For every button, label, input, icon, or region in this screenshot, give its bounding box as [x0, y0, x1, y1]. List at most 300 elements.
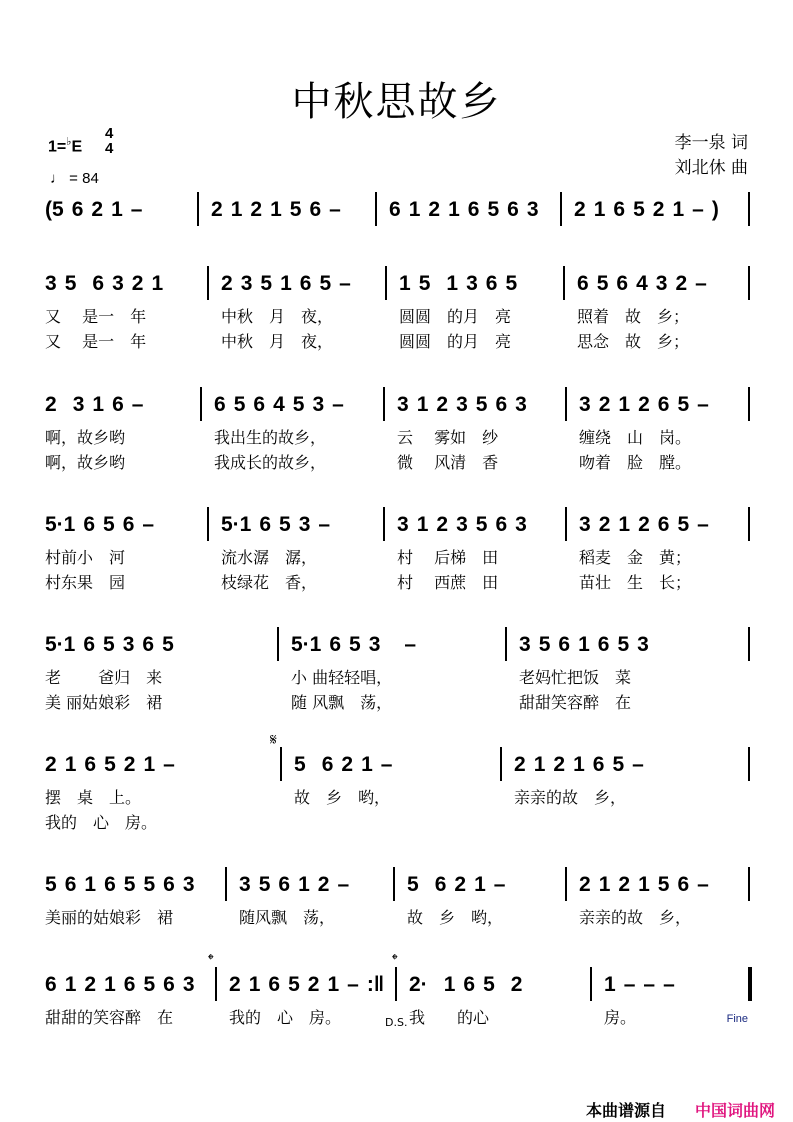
note: – — [163, 753, 175, 776]
note: 5 — [596, 272, 609, 295]
note: 3 — [579, 513, 591, 536]
note: 6 — [142, 633, 155, 656]
measure — [45, 393, 144, 472]
note: 2 — [510, 973, 523, 996]
note: 2 — [454, 873, 467, 896]
measure-notes — [294, 753, 392, 777]
measure-notes — [514, 753, 644, 777]
lyric-line-1: 又 是一 年 — [45, 307, 147, 326]
note: 6 — [592, 753, 605, 776]
note: 6 — [677, 873, 690, 896]
note: 1 — [598, 873, 611, 896]
note: 1 — [672, 198, 685, 221]
barline — [565, 387, 567, 421]
barline — [500, 747, 502, 781]
note: – — [332, 393, 344, 416]
measure-notes — [397, 393, 527, 417]
measure-notes — [397, 513, 527, 537]
note: 1 — [143, 753, 156, 776]
note: 3 — [466, 272, 478, 295]
time-top: 4 — [105, 125, 114, 142]
note: 1 — [474, 873, 486, 896]
time-bottom: 4 — [105, 140, 114, 157]
note: 3 — [397, 393, 409, 416]
note: 3 — [182, 873, 195, 896]
measure — [45, 633, 174, 712]
lyric-line-2: 苗壮 生 长； — [579, 573, 692, 592]
note: 2 — [221, 272, 233, 295]
measure — [45, 513, 155, 592]
note: 2 — [652, 198, 665, 221]
barline — [748, 266, 750, 300]
barline — [748, 507, 750, 541]
note: 2 — [123, 753, 136, 776]
tempo-marking — [50, 170, 99, 187]
note: 5 — [407, 873, 419, 896]
note: 5 — [617, 633, 630, 656]
note: 5 — [103, 633, 115, 656]
note: 2 — [638, 513, 650, 536]
note: – — [692, 198, 704, 221]
note: 2 — [553, 753, 566, 776]
note: – — [130, 198, 143, 221]
measure-notes — [45, 393, 143, 417]
measure — [407, 873, 506, 927]
lyric-line-2: 我成长的故乡， — [214, 453, 327, 472]
note: 6 — [163, 973, 175, 996]
note: 6 — [613, 198, 626, 221]
note: 2 — [341, 753, 354, 776]
note: 1 — [361, 753, 373, 776]
lyric-line-1: 缠绕 山 岗。 — [579, 428, 692, 447]
measure — [579, 873, 709, 927]
lyric-line-1: 啊，故乡哟 — [45, 428, 126, 447]
measure — [45, 873, 195, 927]
quarter-note-icon: ♩ — [50, 170, 65, 187]
note: 3 — [456, 393, 468, 416]
note: 6 — [163, 873, 175, 896]
note: 3 — [655, 272, 668, 295]
barline — [200, 387, 202, 421]
lyric-line-1: 稻麦 金 黄； — [579, 548, 692, 567]
note: 6 — [299, 272, 312, 295]
measure — [399, 272, 518, 351]
note: 1 — [270, 198, 282, 221]
note: 4 — [636, 272, 648, 295]
note: 6 — [64, 873, 77, 896]
note: 1 — [64, 753, 77, 776]
note: 5 — [612, 753, 625, 776]
barline — [748, 867, 750, 901]
measure-notes — [221, 513, 330, 537]
barline — [748, 747, 750, 781]
note: 6 — [83, 513, 96, 536]
barline — [563, 266, 565, 300]
note: 3 — [112, 272, 124, 295]
note: 3 — [298, 513, 311, 536]
barline — [375, 192, 377, 226]
note: 3 — [122, 633, 135, 656]
note: 1 — [448, 198, 460, 221]
note: 1 — [104, 973, 116, 996]
note: 2 — [131, 272, 144, 295]
note: 2 — [618, 873, 631, 896]
measure-notes — [45, 973, 195, 997]
note: 6 — [485, 272, 498, 295]
note: 1 — [533, 753, 546, 776]
note: – — [695, 272, 707, 295]
barline — [748, 387, 750, 421]
lyric-line-1: 亲亲的故 乡， — [579, 908, 692, 927]
measure — [397, 393, 527, 472]
note: 6 — [657, 393, 670, 416]
note: 5 — [233, 393, 246, 416]
measure — [229, 973, 385, 1027]
note: 5 — [258, 873, 271, 896]
note: 2 — [598, 513, 611, 536]
note: 6 — [467, 198, 480, 221]
measure — [294, 753, 393, 807]
measure-notes — [574, 198, 719, 222]
note: 3 — [182, 973, 195, 996]
song-title: 中秋思故乡 — [291, 79, 502, 125]
note: 1 — [408, 198, 421, 221]
barline — [280, 747, 282, 781]
measure-notes — [221, 272, 351, 296]
note: (5 — [45, 198, 64, 221]
note: 1 — [578, 633, 590, 656]
note: 1 — [298, 873, 310, 896]
note: 5 — [104, 753, 116, 776]
note: 1 — [604, 973, 616, 996]
note: 6 — [495, 393, 508, 416]
note: – — [663, 973, 675, 996]
note: 3 — [456, 513, 468, 536]
barline — [207, 266, 209, 300]
note: 6 — [558, 633, 571, 656]
note: 5 — [475, 513, 488, 536]
lyric-line-1: 我 的心 — [409, 1008, 522, 1027]
barline — [395, 967, 397, 1001]
lyric-line-2: 微 风清 香 — [397, 453, 499, 472]
lyric-line-1: 云 雾如 纱 — [397, 428, 499, 447]
barline — [277, 627, 279, 661]
measure — [221, 513, 331, 592]
note: 5 — [289, 198, 302, 221]
measure — [239, 873, 350, 927]
measure — [409, 973, 523, 1027]
note: 6 — [495, 513, 508, 536]
note: 2 — [317, 873, 330, 896]
ds-marking: D.S. — [385, 1016, 408, 1029]
note: 6 — [309, 198, 322, 221]
barline — [565, 867, 567, 901]
lyricist-credit: 李一泉 词 — [674, 133, 748, 153]
note: 6 — [122, 513, 135, 536]
barline — [383, 507, 385, 541]
barline — [383, 387, 385, 421]
note: 5 — [279, 513, 291, 536]
note: 6 — [71, 198, 84, 221]
note: 2 — [307, 973, 320, 996]
note: :‖ — [366, 973, 385, 996]
note: 5 — [260, 272, 273, 295]
lyric-line-2: 随 风飘 荡， — [291, 693, 393, 712]
lyric-line-1: 小 曲轻轻唱， — [291, 668, 393, 687]
note: 1 — [327, 973, 340, 996]
note: 2 — [514, 753, 526, 776]
lyric-line-2: 村 西蔗 田 — [397, 573, 499, 592]
note: – — [643, 973, 656, 996]
note: 3 — [579, 393, 591, 416]
note: 5 — [123, 873, 136, 896]
note: 4 — [273, 393, 285, 416]
measure — [519, 633, 649, 712]
note: 6 — [123, 973, 136, 996]
measure-notes — [409, 973, 522, 997]
measure-notes — [45, 198, 142, 222]
barline — [748, 967, 752, 1001]
note: 6 — [268, 973, 281, 996]
lyric-line-1: 村前小 河 — [45, 548, 126, 567]
measure-notes — [579, 873, 709, 897]
note: 6 — [259, 513, 272, 536]
lyric-line-1: 老 爸归 来 — [45, 668, 163, 687]
note: 5 — [487, 198, 500, 221]
lyric-line-1: 故 乡 哟， — [407, 908, 504, 927]
measure — [45, 198, 142, 228]
measure-notes — [407, 873, 505, 897]
lyric-line-2: 吻着 脸 膛。 — [579, 453, 692, 472]
note: 1 — [111, 198, 123, 221]
measure-notes — [45, 633, 174, 657]
barline — [565, 507, 567, 541]
barline — [590, 967, 592, 1001]
note: 1 — [416, 393, 429, 416]
measure — [577, 272, 707, 351]
note: 6 — [84, 753, 97, 776]
note: 1 — [230, 198, 243, 221]
note: 1 — [446, 272, 459, 295]
lyric-line-1: 随风飘 荡， — [239, 908, 336, 927]
lyric-line-1: 老妈忙把饭 菜 — [519, 668, 632, 687]
note: – — [337, 873, 350, 896]
measure-notes — [214, 393, 344, 417]
note: 3 — [397, 513, 409, 536]
note: 3 — [637, 633, 649, 656]
note: 2 — [579, 873, 591, 896]
barline — [560, 192, 562, 226]
note: – — [697, 513, 709, 536]
note: 3 — [526, 198, 539, 221]
lyric-line-1: 中秋 月 夜， — [221, 307, 334, 326]
barline — [207, 507, 209, 541]
coda-icon: 𝄌 — [208, 950, 214, 969]
lyric-line-1: 美丽的姑娘彩 裙 — [45, 908, 174, 927]
measure-notes — [45, 873, 195, 897]
measure — [574, 198, 719, 228]
barline — [393, 867, 395, 901]
barline — [748, 627, 750, 661]
note: 2 — [675, 272, 688, 295]
note: 1 — [593, 198, 606, 221]
note: 6 — [104, 873, 116, 896]
note: 6 — [278, 873, 291, 896]
measure — [604, 973, 675, 1027]
site-name-link[interactable]: 中国词曲网 — [695, 1101, 776, 1120]
note: 5 — [538, 633, 551, 656]
barline — [225, 867, 227, 901]
note: 5 — [349, 633, 361, 656]
note: 1 — [399, 272, 411, 295]
lyric-line-1: 我出生的故乡， — [214, 428, 327, 447]
note: 1 — [84, 873, 97, 896]
barline — [505, 627, 507, 661]
note: 6 — [389, 198, 401, 221]
lyric-line-1: 我的 心 房。 — [229, 1008, 342, 1027]
lyric-line-2: 中秋 月 夜， — [221, 332, 334, 351]
lyric-line-1: 摆 桌 上。 — [45, 788, 142, 807]
measure — [45, 973, 195, 1027]
lyric-line-1: 村 后梯 田 — [397, 548, 499, 567]
note: 5 — [677, 513, 690, 536]
measure-notes — [579, 513, 709, 537]
note: 1 — [248, 973, 261, 996]
measure-notes — [389, 198, 539, 222]
note: 1 — [416, 513, 429, 536]
measure — [45, 272, 164, 351]
measure — [579, 513, 709, 592]
note: 1 — [573, 753, 585, 776]
measure-notes — [604, 973, 675, 997]
measure — [211, 198, 341, 228]
lyric-line-1: 甜甜的笑容醉 在 — [45, 1008, 174, 1027]
source-label: 本曲谱源自 — [586, 1101, 667, 1120]
flat-icon: ♭ — [66, 136, 72, 148]
note: 2 — [428, 198, 441, 221]
note: 3 — [240, 272, 253, 295]
note: – — [318, 513, 331, 536]
note: 1 — [64, 973, 77, 996]
measure-notes — [579, 393, 709, 417]
note: 2 — [91, 198, 104, 221]
note: 5 — [292, 393, 305, 416]
note: 6 — [577, 272, 589, 295]
lyric-line-1: 房。 — [604, 1008, 637, 1027]
note: 5·1 — [291, 633, 322, 656]
note: 3 — [45, 272, 57, 295]
note: 3 — [239, 873, 251, 896]
measure — [214, 393, 344, 472]
measure-notes — [291, 633, 416, 657]
note: 6 — [616, 272, 629, 295]
measure-notes — [45, 753, 175, 777]
measure — [291, 633, 417, 712]
time-signature — [105, 126, 113, 156]
note: – — [623, 973, 636, 996]
note: 5 — [633, 198, 645, 221]
note: – — [697, 873, 709, 896]
note: 5 — [657, 873, 670, 896]
lyric-line-2: 甜甜笑容醉 在 — [519, 693, 632, 712]
note: – — [329, 198, 341, 221]
note: 6 — [112, 393, 124, 416]
note: 5 — [677, 393, 690, 416]
note: 6 — [329, 633, 342, 656]
lyric-line-2: 又 是一 年 — [45, 332, 147, 351]
lyric-line-2: 圆圆 的月 亮 — [399, 332, 512, 351]
note: 3 — [72, 393, 85, 416]
coda-icon: 𝄌 — [392, 950, 398, 969]
lyric-line-2: 啊，故乡哟 — [45, 453, 126, 472]
note: 6 — [657, 513, 670, 536]
measure-notes — [519, 633, 649, 657]
note: 5·1 — [45, 513, 76, 536]
note: 6 — [83, 633, 96, 656]
note: 5 — [319, 272, 332, 295]
note: 1 — [151, 272, 164, 295]
lyric-line-1: 流水潺 潺， — [221, 548, 318, 567]
note: 2 — [211, 198, 223, 221]
note: 1 — [280, 272, 292, 295]
note: 5·1 — [45, 633, 76, 656]
note: 3 — [515, 513, 527, 536]
note: 5 — [143, 873, 156, 896]
measure-notes — [399, 272, 517, 296]
fine-marking: Fine — [726, 1013, 748, 1025]
measure-notes — [45, 513, 154, 537]
note: – — [697, 393, 709, 416]
note: 5 — [483, 973, 495, 996]
note: 2 — [250, 198, 263, 221]
lyric-line-1: 故 乡 哟， — [294, 788, 391, 807]
note: 1 — [638, 873, 650, 896]
segno-icon: 𝄋 — [270, 730, 277, 749]
note: 2· — [409, 973, 428, 996]
barline — [385, 266, 387, 300]
lyric-line-1: 圆圆 的月 亮 — [399, 307, 512, 326]
note: 5·1 — [221, 513, 252, 536]
measure-notes — [211, 198, 341, 222]
lyric-line-2: 我的 心 房。 — [45, 813, 158, 832]
measure-notes — [239, 873, 349, 897]
note: 2 — [598, 393, 611, 416]
note: 5 — [64, 272, 77, 295]
note: – — [131, 393, 144, 416]
note: 3 — [515, 393, 527, 416]
note: 2 — [574, 198, 586, 221]
note: 6 — [253, 393, 266, 416]
note: 2 — [229, 973, 241, 996]
lyric-line-2: 枝绿花 香， — [221, 573, 318, 592]
note: 6 — [214, 393, 226, 416]
lyric-line-2: 村东果 园 — [45, 573, 126, 592]
measure — [221, 272, 351, 351]
lyric-line-1: 亲亲的故 乡， — [514, 788, 627, 807]
measure — [389, 198, 539, 228]
measure — [514, 753, 644, 807]
note: 3 — [368, 633, 381, 656]
note: 1 — [92, 393, 105, 416]
note: 2 — [45, 753, 57, 776]
measure — [45, 753, 175, 832]
note: ) — [711, 198, 719, 221]
note: 5 — [418, 272, 431, 295]
key-note: E — [71, 138, 83, 156]
measure — [579, 393, 709, 472]
note: 2 — [638, 393, 650, 416]
note: 5 — [162, 633, 174, 656]
